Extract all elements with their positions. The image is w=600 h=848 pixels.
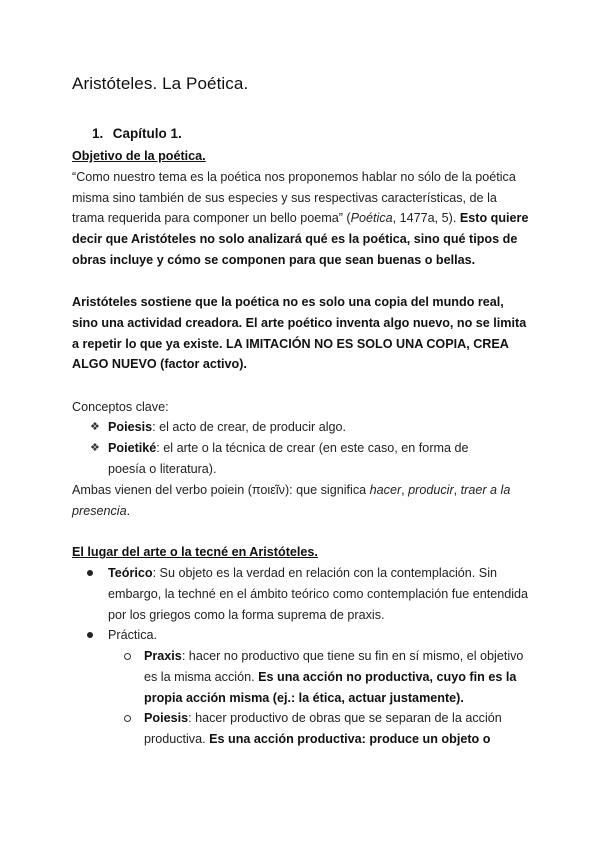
bullet-dot-icon — [87, 632, 93, 638]
origin-term-traer: traer a la presencia — [72, 483, 511, 518]
list-item — [108, 563, 532, 625]
practica-sublist — [144, 646, 532, 750]
concept-term: Poiesis — [108, 420, 153, 434]
bullet-dot-icon — [87, 570, 93, 576]
concept-term: Poietiké — [108, 440, 157, 455]
document-title: Aristóteles. La Poética. — [72, 74, 249, 93]
poiesis-text: : hacer productivo de obras que se separan de la acción productiva. — [144, 711, 502, 747]
bullet-circle-icon — [124, 715, 131, 722]
list-item — [108, 625, 532, 646]
list-item — [90, 438, 508, 480]
paragraph-creadora: Aristóteles sostiene que la poética no es solo una copia del mundo real, sino una actividad creadora. El arte poético inventa algo nuevo, no se limita a repetir lo que ya existe. LA IMITACIÓN NO ES SOLO UNA COPIA, CREA ALGO NUEVO (factor activo). — [72, 295, 527, 372]
section-objetivo — [72, 146, 532, 271]
paragraph-origin — [72, 480, 532, 522]
list-item — [90, 417, 508, 438]
origin-term-producir: producir — [408, 483, 454, 497]
paragraph-objetivo — [72, 167, 532, 271]
chapter-number: 1. — [92, 126, 104, 141]
chapter-heading — [92, 126, 182, 141]
section-heading-lugar: El lugar del arte o la tecné en Aristóteles. — [72, 545, 318, 559]
section-heading-objetivo: Objetivo de la poética. — [72, 149, 206, 163]
praxis-text: : hacer no productivo que tiene su fin en sí mismo, el objetivo es la misma acción. — [144, 649, 524, 684]
concepts-list — [90, 417, 508, 479]
bullet-circle-icon — [124, 653, 131, 660]
poiesis-bold: Es una acción productiva: produce un objeto o — [209, 732, 491, 747]
quote-text: “Como nuestro tema es la poética nos proponemos hablar no sólo de la poética misma sino también de sus especies y sus respectivas características, de la trama requerida para componer un bello poema” ( — [72, 169, 516, 226]
chapter-title: Capítulo 1. — [112, 126, 182, 141]
citation-ref: , 1477a, 5). — [392, 211, 460, 226]
list-item — [144, 708, 532, 750]
concepts-label: Conceptos clave: — [72, 400, 169, 414]
origin-term-hacer: hacer — [369, 483, 402, 497]
praxis-term: Praxis — [144, 649, 182, 663]
origin-text: Ambas vienen del verbo poiein (ποιεῖν): que significa — [72, 483, 370, 497]
poiesis-term: Poiesis — [144, 711, 189, 726]
lugar-list — [108, 563, 532, 646]
teorico-text: : Su objeto es la verdad en relación con la contemplación. Sin embargo, la techné en el ámbito teórico como contemplación fue entendida por los griegos como la forma suprema de praxis. — [108, 566, 529, 622]
concept-text: : el arte o la técnica de crear (en este caso, en forma de poesía o literatura). — [108, 440, 469, 476]
origin-separator: , — [453, 483, 461, 497]
diamond-bullet-icon: ❖ — [90, 441, 100, 454]
explanation-bold: Esto quiere decir que Aristóteles no solo analizará qué es la poética, sino qué tipos de obras incluye y cómo se componen para que sean buenas o bellas. — [72, 211, 529, 267]
origin-end: . — [126, 503, 131, 518]
list-item — [144, 646, 532, 708]
diamond-bullet-icon: ❖ — [90, 421, 100, 433]
origin-separator: , — [401, 483, 409, 497]
praxis-bold: Es una acción no productiva, cuyo fin es la propia acción misma (ej.: la ética, actuar justamente). — [144, 669, 517, 705]
teorico-term: Teórico — [108, 566, 153, 580]
practica-label: Práctica. — [108, 628, 157, 643]
concept-text: : el acto de crear, de producir algo. — [152, 420, 347, 434]
citation-title: Poética — [350, 211, 393, 226]
